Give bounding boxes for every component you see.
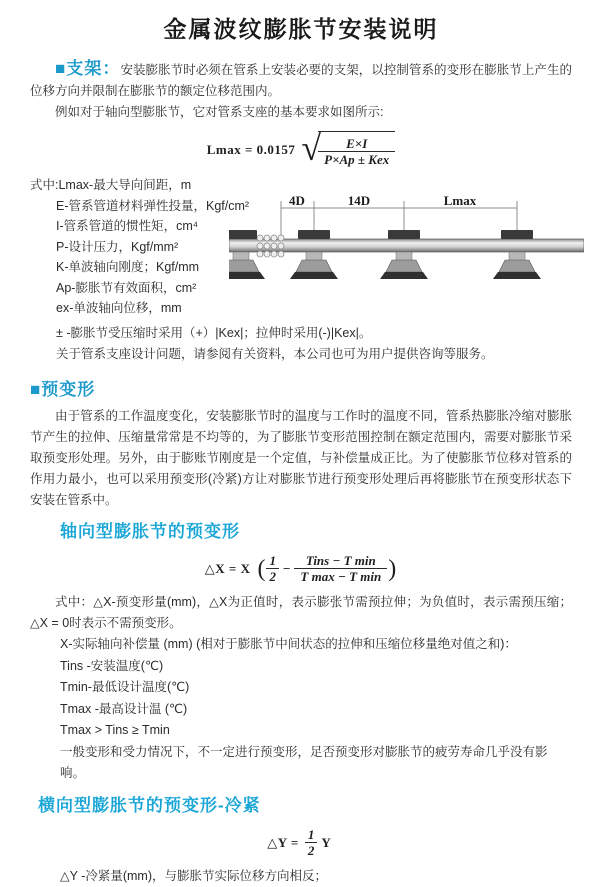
lmax-formula [30,131,572,167]
term-line: Tmax -最高设计温 (℃) [30,699,572,721]
minus-operator: − [279,558,294,579]
support-intro-text: 安装膨胀节时必须在管系上安装必要的支架，以控制管系的变形在膨胀节上产生的位移方向并限制在膨胀节的额定位移范围内。 [30,63,572,98]
half-numerator: 1 [266,553,279,569]
delta-y-explanation: △Y -冷紧量(mm)，与膨胀节实际位移方向相反； [30,866,572,887]
predeform-section-header: ■预变形 [30,378,572,402]
pipe-support-icon [380,230,428,279]
lmax-formula-lhs: Lmax = 0.0157 [207,139,296,160]
term-note: 一般变形和受力情况下，不一定进行预变形，足否预变形对膨胀节的疲劳寿命几乎没有影响。 [30,742,572,785]
definition-line: Ap-膨胀节有效面积，cm² [30,278,572,299]
dim-label-14d: 14D [348,193,370,208]
delta-x-explanation: 式中：△X-预变形量(mm)，△X为正值时，表示膨张节需预拉伸；为负值时，表示需预压缩；△X = 0时表示不需预变形。 [30,592,572,634]
axial-subsection-header: 轴向型膨胀节的预变形 [60,519,572,545]
term-line: Tmax > Tins ≥ Tmin [30,720,572,742]
temperature-fraction [294,553,387,584]
fraction [318,136,395,167]
term-line: Tmin-最低设计温度(℃) [30,677,572,699]
delta-y-formula [30,827,572,858]
support-example-line: 例如对于轴向型膨胀节，它对管系支座的基本要求如图所示: [30,102,572,123]
delta-y-lhs: △Y = [267,832,299,853]
delta-y-rhs: Y [317,832,334,853]
radicand [318,131,395,167]
definitions-and-diagram [30,175,572,323]
definition-line: I-管系管道的惯性矩，cm⁴ [30,216,572,237]
lateral-subsection-header: 横向型膨胀节的预变形-冷紧 [38,793,572,819]
predeform-paragraph: 由于管系的工作温度变化，安装膨胀节时的温度与工作时的温度不同，管系热膨胀冷缩对膨胀节产生的拉伸、压缩量常常是不均等的，为了膨胀节变形范围控制在额定范围内，需要对膨胀节采取预变形处理。另外，由于膨账节刚度是一个定值，与补偿量成正比。为了使膨胀节位移对管系的作用力最小，也可以采用预变形(冷紧)方让对膨胀节进行预变形处理后再将膨胀节在预变形状态下安装在管系中。 [30,406,572,511]
sqrt-expression [301,131,395,167]
fraction-numerator: E×I [318,136,395,152]
open-paren: ( [256,557,266,581]
dim-label-4d: 4D [289,193,305,208]
temp-denominator: T max − T min [294,569,387,584]
dim-label-lmax: Lmax [444,193,477,208]
term-line: Tins -安装温度(℃) [30,656,572,678]
page-title: 金属波纹膨胀节安装说明 [30,14,572,44]
service-note: 关于管系支座设计问题，请参阅有关资料，本公司也可为用户提供咨询等服务。 [30,344,572,365]
definition-line: P-设计压力，Kgf/mm² [30,237,572,258]
definition-line: E-管系管道材料弹性投量，Kgf/cm² [30,196,572,217]
plus-minus-note: ± -膨胀节受压缩时采用（+）|Kex|；拉伸时采用(-)|Kex|。 [30,323,572,344]
pipe-support-icon [290,230,338,279]
close-paren: ) [387,557,397,581]
term-line: X-实际轴向补偿量 (mm) (相对于膨胀节中间状态的拉伸和压缩位移量绝对值之和)： [30,634,572,656]
half-denominator: 2 [305,843,318,858]
temp-numerator: Tins − T min [294,553,387,569]
definition-line: ex-单波轴向位移，mm [30,298,572,319]
delta-x-formula [30,553,572,584]
support-section-label: ■支架： [55,59,120,78]
pipe-support-icon [493,230,541,279]
pipe-support-diagram [229,193,584,289]
one-half-fraction [266,553,279,584]
one-half-fraction [305,827,318,858]
definition-line: 式中:Lmax-最大导向间距，m [30,175,572,196]
half-denominator: 2 [266,569,279,584]
delta-x-lhs: △X = X [205,558,251,579]
half-numerator: 1 [305,827,318,843]
fraction-denominator: P×Ap ± Kex [318,152,395,167]
support-intro-paragraph [30,58,572,102]
definition-line: K-单波轴向刚度；Kgf/mm [30,257,572,278]
radical-sign: √ [301,131,321,165]
